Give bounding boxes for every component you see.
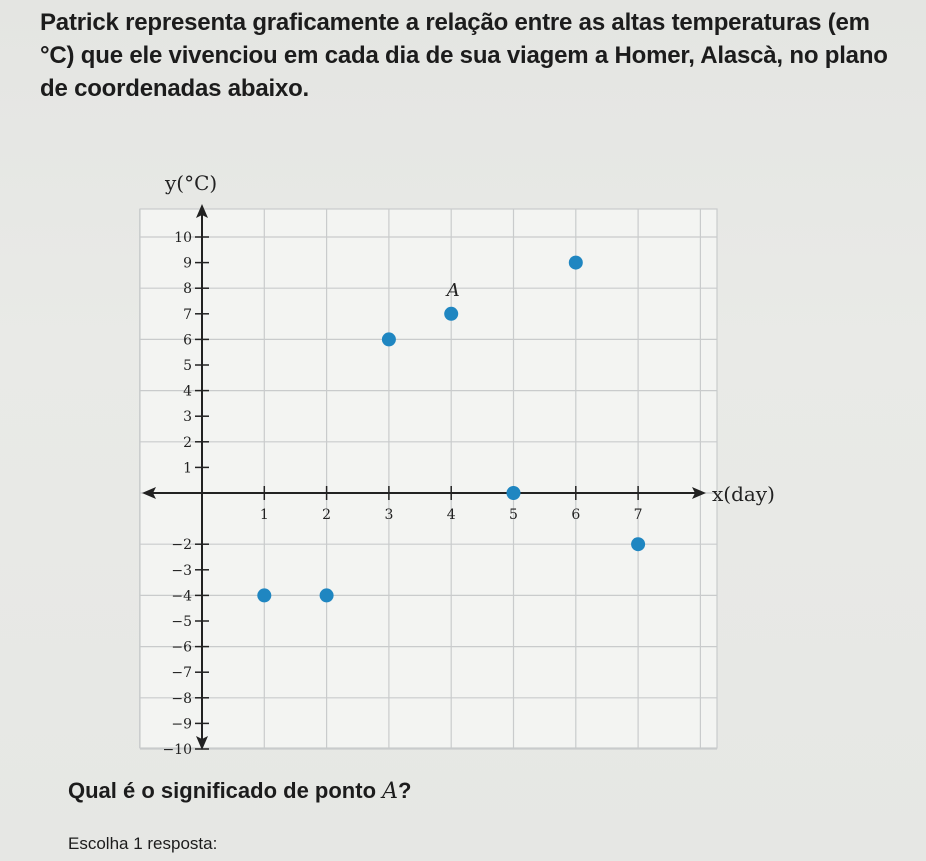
y-tick-label: 10 bbox=[174, 230, 192, 246]
sub-question-prefix: Qual é o significado de ponto bbox=[68, 778, 383, 803]
point-label-a: A bbox=[446, 279, 460, 301]
y-tick-label: −10 bbox=[162, 742, 192, 758]
y-tick-label: −3 bbox=[171, 562, 192, 579]
y-tick-label: −4 bbox=[171, 588, 192, 605]
x-tick-label: 4 bbox=[446, 507, 456, 523]
y-tick-label: 6 bbox=[183, 332, 192, 349]
data-point bbox=[507, 486, 521, 500]
y-tick-label: −6 bbox=[171, 639, 192, 656]
y-tick-label: 8 bbox=[183, 281, 192, 298]
y-axis-title: y(°C) bbox=[165, 171, 218, 195]
data-point bbox=[444, 307, 458, 321]
y-tick-label: −9 bbox=[171, 716, 192, 733]
sub-question-variable: A bbox=[382, 779, 399, 804]
y-tick-label: 7 bbox=[183, 306, 192, 323]
y-tick-label: 5 bbox=[183, 358, 192, 374]
data-point bbox=[320, 588, 334, 602]
y-tick-label: 3 bbox=[183, 409, 192, 426]
x-tick-label: 5 bbox=[509, 507, 518, 523]
data-point bbox=[382, 332, 396, 346]
data-point bbox=[569, 256, 583, 270]
data-point bbox=[631, 537, 645, 551]
plot-background bbox=[140, 209, 717, 748]
y-tick-label: −5 bbox=[171, 614, 192, 630]
question-text: Patrick representa graficamente a relação entre as altas temperaturas (em °C) que ele vivenciou em cada dia de sua viagem a Homer, Alascà, no plano de coordenadas abaixo. bbox=[40, 9, 888, 102]
x-axis-title: x(day) bbox=[712, 482, 775, 506]
sub-question bbox=[68, 778, 411, 804]
answer-hint: Escolha 1 resposta: bbox=[68, 834, 218, 853]
data-point bbox=[257, 588, 271, 602]
y-tick-label: 2 bbox=[183, 434, 192, 451]
x-tick-label: 7 bbox=[633, 507, 643, 523]
y-tick-label: −8 bbox=[171, 690, 192, 707]
y-tick-label: 9 bbox=[183, 255, 192, 272]
y-tick-label: −2 bbox=[171, 537, 192, 554]
y-tick-label: 4 bbox=[183, 383, 192, 400]
y-tick-label: −7 bbox=[171, 665, 192, 682]
y-tick-label: 1 bbox=[183, 460, 192, 477]
x-tick-label: 3 bbox=[384, 507, 394, 523]
x-tick-label: 1 bbox=[259, 507, 269, 523]
x-tick-label: 2 bbox=[322, 507, 332, 523]
x-tick-label: 6 bbox=[571, 507, 581, 523]
sub-question-suffix: ? bbox=[398, 778, 412, 803]
